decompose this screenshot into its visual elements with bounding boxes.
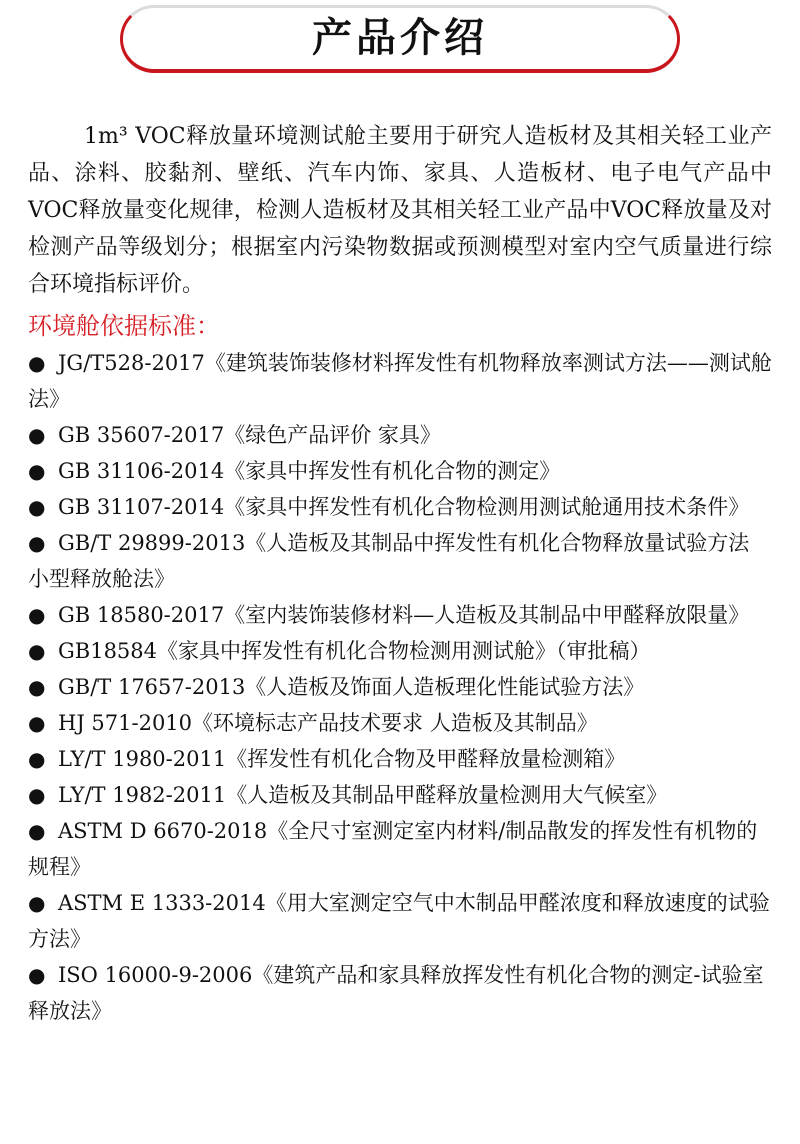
page-title: 产品介绍 xyxy=(312,15,488,61)
standard-item xyxy=(28,813,772,885)
bullet-icon: ● xyxy=(28,351,46,375)
section-header xyxy=(0,0,800,80)
bullet-icon: ● xyxy=(28,783,46,807)
standard-item xyxy=(28,597,772,633)
standard-text: LY/T 1980-2011《挥发性有机化合物及甲醛释放量检测箱》 xyxy=(58,747,626,771)
bullet-icon: ● xyxy=(28,495,46,519)
standard-item xyxy=(28,417,772,453)
bullet-icon: ● xyxy=(28,819,46,843)
standard-text: GB 31107-2014《家具中挥发性有机化合物检测用测试舱通用技术条件》 xyxy=(58,495,750,519)
standard-text: GB 18580-2017《室内装饰装修材料—人造板及其制品中甲醛释放限量》 xyxy=(58,603,750,627)
intro-paragraph: 1m³ VOC释放量环境测试舱主要用于研究人造板材及其相关轻工业产品、涂料、胶黏剂、壁纸、汽车内饰、家具、人造板材、电子电气产品中VOC释放量变化规律，检测人造板材及其相关轻工业产品中VOC释放量及对检测产品等级划分；根据室内污染物数据或预测模型对室内空气质量进行综合环境指标评价。 xyxy=(28,124,772,297)
standard-item xyxy=(28,885,772,957)
standards-heading: 环境舱依据标准： xyxy=(28,312,220,340)
bullet-icon: ● xyxy=(28,747,46,771)
standard-text: LY/T 1982-2011《人造板及其制品甲醛释放量检测用大气候室》 xyxy=(58,783,668,807)
bullet-icon: ● xyxy=(28,963,46,987)
standard-text: GB/T 17657-2013《人造板及饰面人造板理化性能试验方法》 xyxy=(58,675,645,699)
standard-item xyxy=(28,489,772,525)
standard-text: GB 31106-2014《家具中挥发性有机化合物的测定》 xyxy=(58,459,561,483)
standard-text: HJ 571-2010《环境标志产品技术要求 人造板及其制品》 xyxy=(58,711,598,735)
standard-text: GB 35607-2017《绿色产品评价 家具》 xyxy=(58,423,441,447)
bullet-icon: ● xyxy=(28,891,46,915)
bullet-icon: ● xyxy=(28,531,46,555)
bullet-icon: ● xyxy=(28,603,46,627)
standard-text: ASTM E 1333-2014《用大室测定空气中木制品甲醛浓度和释放速度的试验方法》 xyxy=(28,891,770,951)
bullet-icon: ● xyxy=(28,639,46,663)
standard-item xyxy=(28,777,772,813)
standard-text: GB18584《家具中挥发性有机化合物检测用测试舱》（审批稿） xyxy=(58,639,651,663)
standard-item xyxy=(28,669,772,705)
standard-item xyxy=(28,741,772,777)
standard-text: ISO 16000-9-2006《建筑产品和家具释放挥发性有机化合物的测定-试验室释放法》 xyxy=(28,963,764,1023)
standard-text: JG/T528-2017《建筑装饰装修材料挥发性有机物释放率测试方法——测试舱法》 xyxy=(28,351,772,411)
standard-item xyxy=(28,345,772,417)
bullet-icon: ● xyxy=(28,675,46,699)
bullet-icon: ● xyxy=(28,423,46,447)
standards-list xyxy=(28,345,772,1029)
standard-item xyxy=(28,453,772,489)
standard-item xyxy=(28,633,772,669)
bullet-icon: ● xyxy=(28,459,46,483)
standard-item xyxy=(28,705,772,741)
bullet-icon: ● xyxy=(28,711,46,735)
standard-text: GB/T 29899-2013《人造板及其制品中挥发性有机化合物释放量试验方法 小型释放舱法》 xyxy=(28,531,750,591)
standard-item xyxy=(28,957,772,1029)
standard-text: ASTM D 6670-2018《全尺寸室测定室内材料/制品散发的挥发性有机物的规程》 xyxy=(28,819,758,879)
standard-item xyxy=(28,525,772,597)
